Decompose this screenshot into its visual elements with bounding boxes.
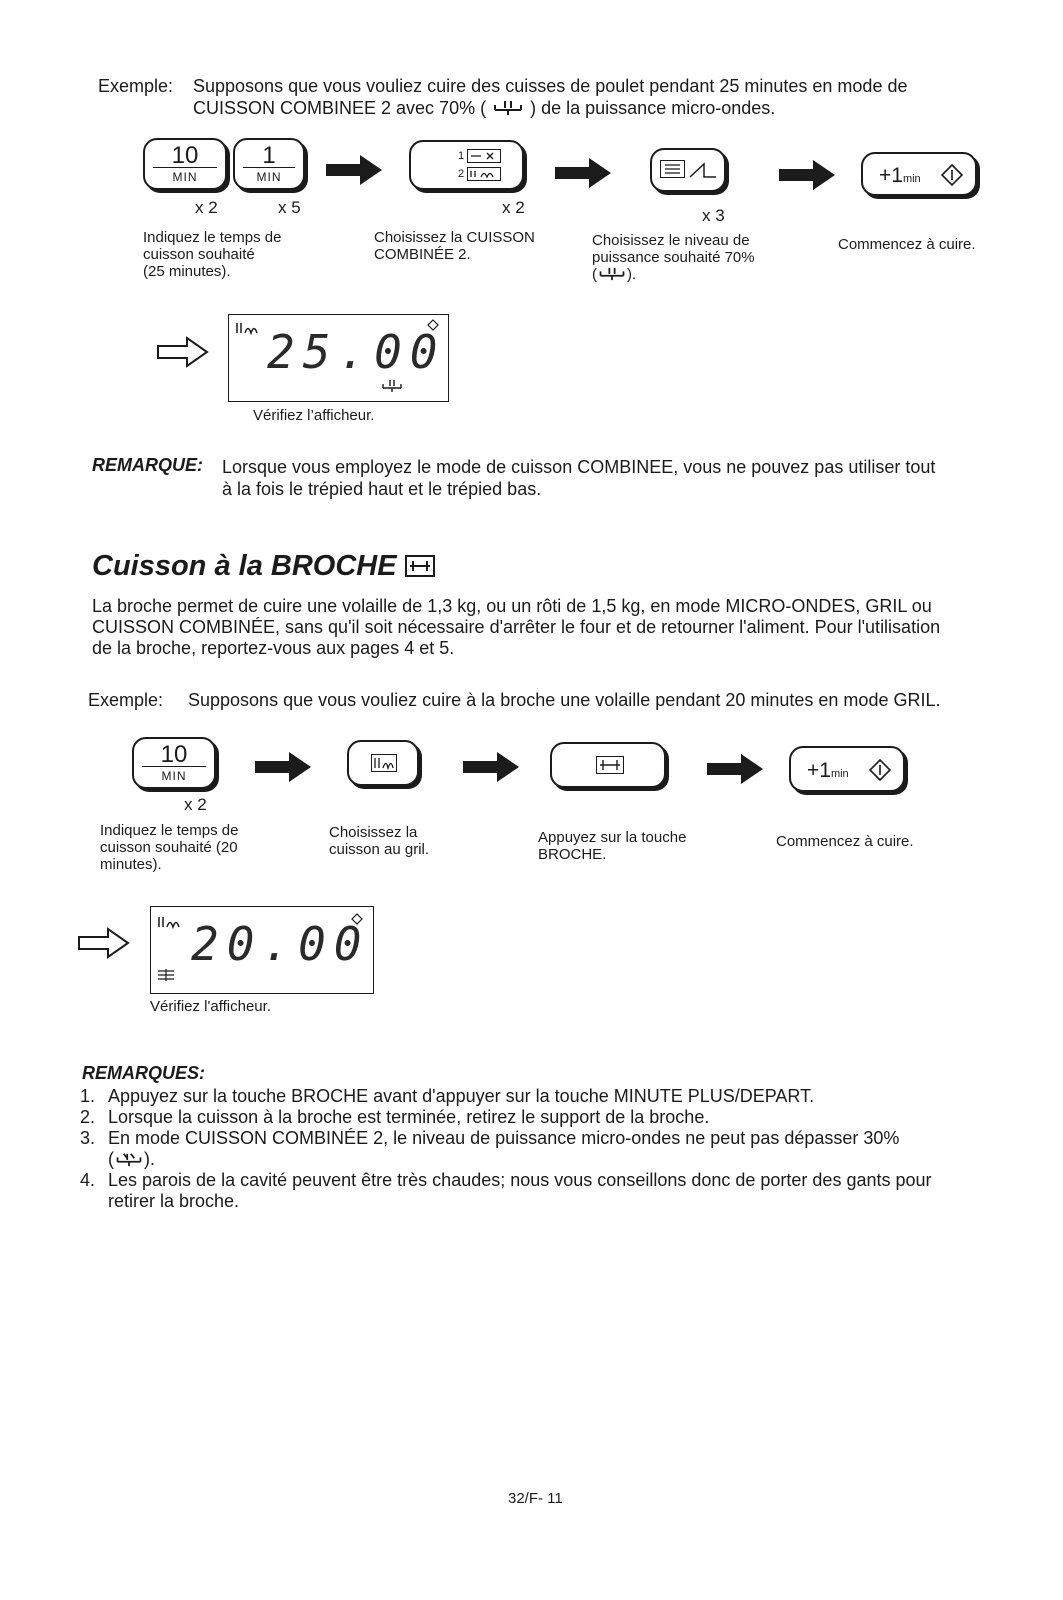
caption-line: Indiquez le temps de [143, 229, 282, 246]
caption-line: (25 minutes). [143, 263, 231, 280]
divider [142, 766, 206, 767]
list-number: 4. [80, 1170, 96, 1190]
1-min-unit: MIN [256, 170, 282, 184]
caption-line: ( ). [592, 266, 637, 283]
10-min-unit: MIN [161, 769, 187, 783]
multiplier: x 3 [702, 206, 725, 225]
step-caption [538, 829, 686, 863]
caption-line: puissance souhaité 70% [592, 249, 755, 266]
rotisserie-icon [405, 555, 435, 577]
10-min-number: 10 [160, 741, 188, 768]
display-digits: 25.00 [267, 325, 446, 379]
1-min-button[interactable] [233, 138, 305, 190]
step-caption [329, 824, 429, 858]
10-min-number: 10 [171, 142, 199, 169]
hollow-arrow-icon [157, 336, 209, 368]
arrow-right-icon [707, 754, 763, 784]
example2-label: Exemple: [88, 690, 164, 710]
power-70-icon [597, 266, 627, 282]
list-number: 3. [80, 1128, 96, 1148]
list-text: ). [144, 1149, 155, 1169]
example2-text: Supposons que vous vouliez cuire à la broche une volaille pendant 20 minutes en mode GRIL. [188, 690, 941, 710]
caption-line: cuisson souhaité [143, 246, 255, 263]
caption-line: COMBINÉE 2. [374, 246, 471, 263]
power-30-icon [114, 1152, 144, 1168]
remarks-list [80, 1086, 1020, 1212]
intro-line3: de la broche, reportez-vous aux pages 4 et 5. [92, 638, 455, 658]
start-plus-minute-button[interactable] [789, 746, 905, 792]
caption-line: minutes). [100, 856, 162, 873]
example1-line1: Supposons que vous vouliez cuire des cuisses de poulet pendant 25 minutes en mode de [193, 76, 908, 96]
list-text: Lorsque la cuisson à la broche est terminée, retirez le support de la broche. [108, 1107, 710, 1127]
remark-line1: Lorsque vous employez le mode de cuisson COMBINEE, vous ne pouvez pas utiliser tout [222, 457, 936, 477]
combi2-icon [467, 167, 501, 181]
caption-line: cuisson au gril. [329, 841, 430, 858]
caption-line: Choisissez la CUISSON [374, 229, 535, 246]
arrow-right-icon [779, 160, 835, 190]
list-text: En mode CUISSON COMBINÉE 2, le niveau de puissance micro-ondes ne peut pas dépasser 30% [108, 1128, 900, 1148]
start-label: +1min [879, 164, 921, 187]
grill-icon [235, 321, 259, 335]
arrow-right-icon [255, 752, 311, 782]
rotisserie-indicator-icon [157, 967, 175, 983]
list-text: ( [108, 1149, 114, 1169]
caption-line: Choisissez la [329, 824, 418, 841]
power-70-icon [491, 99, 525, 117]
step-caption [374, 229, 535, 263]
list-item [80, 1128, 1020, 1170]
start-label: +1min [807, 759, 849, 782]
multiplier: x 2 [502, 198, 525, 217]
step-caption [100, 822, 238, 873]
combi1-icon [467, 149, 501, 163]
remark-line2: à la fois le trépied haut et le trépied bas. [222, 479, 542, 499]
combi-row1: 1 [458, 150, 465, 162]
multiplier: x 2 [195, 198, 218, 217]
caption-line: Appuyez sur la touche [538, 829, 687, 846]
list-text: retirer la broche. [108, 1191, 240, 1211]
10-min-unit: MIN [172, 170, 198, 184]
display-digits: 20.00 [191, 917, 370, 971]
grill-button[interactable] [347, 740, 419, 786]
10-min-button[interactable] [132, 737, 216, 789]
caption-line: BROCHE. [538, 846, 607, 863]
intro-line1: La broche permet de cuire une volaille de 1,3 kg, ou un rôti de 1,5 kg, en mode MICRO-ONDES, GRIL ou [92, 596, 932, 616]
start-sub-label: min [830, 768, 849, 780]
intro-line2: CUISSON COMBINÉE, sans qu'il soit nécessaire d'arrêter le four et de retourner l'aliment. Pour l'utilisation [92, 617, 941, 637]
example1-label: Exemple: [98, 76, 174, 96]
remarks-label: REMARQUES: [82, 1063, 206, 1083]
list-item [80, 1107, 1020, 1128]
divider [153, 167, 217, 168]
list-number: 2. [80, 1107, 96, 1127]
list-item [80, 1170, 1020, 1212]
rotisserie-icon [596, 756, 624, 774]
page-number: 32/F- 11 [508, 1490, 563, 1507]
step-caption: Commencez à cuire. [776, 833, 914, 850]
10-min-button[interactable] [143, 138, 227, 190]
step-caption [592, 232, 755, 283]
grill-icon [371, 754, 397, 772]
combi-row2: 2 [458, 168, 465, 180]
arrow-right-icon [463, 752, 519, 782]
caption-line: Indiquez le temps de [100, 822, 239, 839]
power-level-button[interactable] [650, 148, 726, 192]
grill-icon [157, 915, 181, 929]
start-diamond-icon [869, 759, 891, 781]
arrow-right-icon [555, 158, 611, 188]
list-text: Les parois de la cavité peuvent être très chaudes; nous vous conseillons donc de porter des gants pour [108, 1170, 932, 1190]
power-indicator-icon [381, 379, 403, 393]
multiplier: x 5 [278, 198, 301, 217]
list-text: Appuyez sur la touche BROCHE avant d'appuyer sur la touche MINUTE PLUS/DEPART. [108, 1086, 815, 1106]
hollow-arrow-icon [78, 927, 130, 959]
section-title-text: Cuisson à la BROCHE [92, 550, 397, 582]
lcd-display [228, 314, 449, 402]
combi-cooking-button[interactable] [409, 140, 524, 190]
arrow-right-icon [326, 155, 382, 185]
start-diamond-icon [941, 164, 963, 186]
divider [243, 167, 295, 168]
step-caption [143, 229, 281, 280]
power-level-icon [660, 160, 718, 182]
list-item [80, 1086, 1020, 1107]
example1-line2: CUISSON COMBINEE 2 avec 70% ( ) de la puissance micro-ondes. [193, 98, 776, 118]
start-plus-minute-button[interactable] [861, 152, 977, 196]
list-number: 1. [80, 1086, 96, 1106]
section-title [92, 550, 435, 583]
1-min-number: 1 [262, 142, 276, 169]
lcd-display [150, 906, 374, 994]
start-sub-label: min [902, 173, 921, 185]
multiplier: x 2 [184, 795, 207, 814]
step-caption: Commencez à cuire. [838, 236, 976, 253]
remark-label: REMARQUE: [92, 455, 203, 475]
caption-line: Choisissez le niveau de [592, 232, 750, 249]
caption-line: cuisson souhaité (20 [100, 839, 238, 856]
display-caption: Vérifiez l’afficheur. [253, 407, 375, 424]
rotisserie-button[interactable] [550, 742, 666, 788]
display-caption: Vérifiez l'afficheur. [150, 998, 271, 1015]
